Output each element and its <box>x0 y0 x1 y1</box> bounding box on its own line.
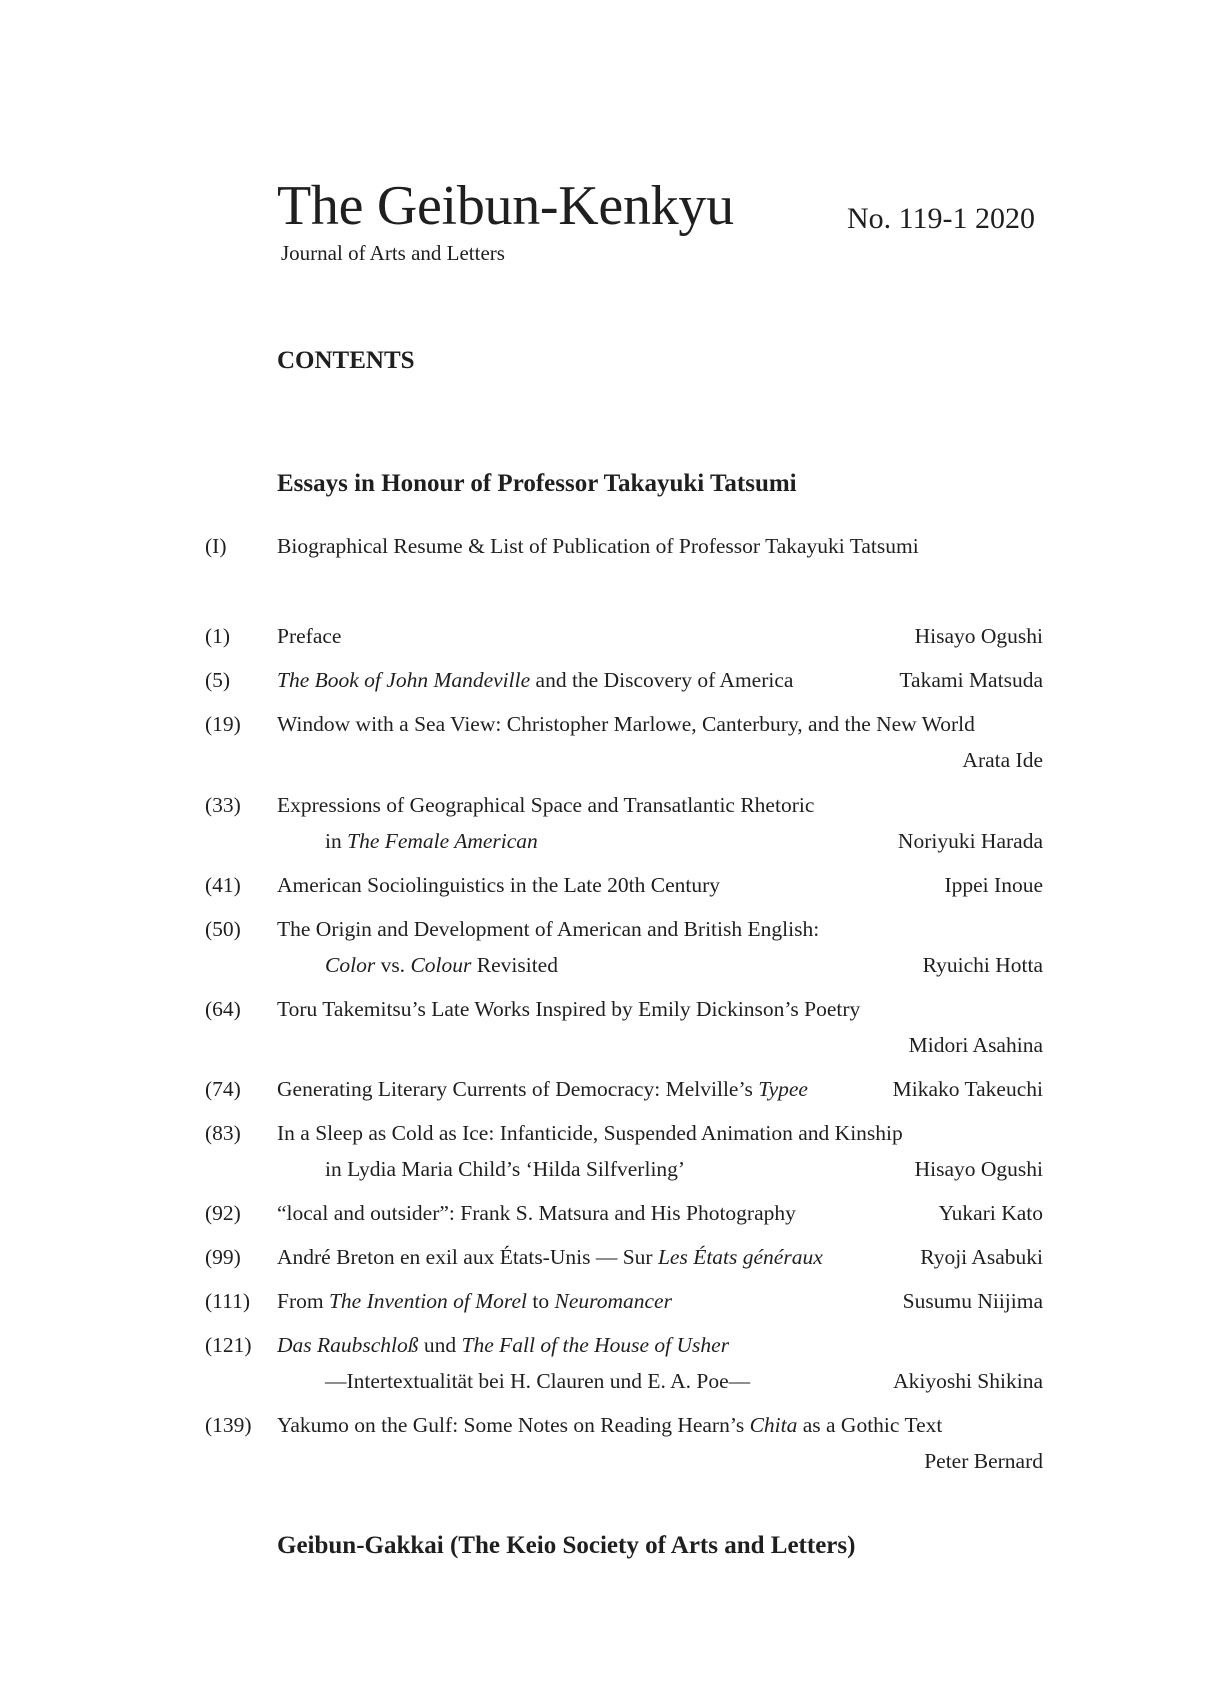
entry-title <box>277 1242 823 1272</box>
toc-entry-sleep-as-cold-line2 <box>0 1154 1213 1184</box>
toc-entry-raubschloss[interactable] <box>0 1330 1213 1360</box>
journal-title: The Geibun-Kenkyu <box>277 175 734 237</box>
entry-title-italic: Colour <box>410 953 472 977</box>
entry-title-post: Revisited <box>471 953 558 977</box>
entry-title-italic: Typee <box>758 1077 808 1101</box>
toc-entry-takemitsu[interactable] <box>0 994 1213 1024</box>
page-number: (83) <box>205 1121 241 1145</box>
entry-title-italic: Color <box>325 953 376 977</box>
entry-title-line2: in Lydia Maria Child’s ‘Hilda Silfverling’ <box>325 1157 686 1181</box>
entry-title: In a Sleep as Cold as Ice: Infanticide, Suspended Animation and Kinship <box>277 1121 903 1145</box>
page-number: (19) <box>205 712 241 736</box>
entry-title-italic: Chita <box>749 1413 798 1437</box>
entry-author: Arata Ide <box>962 748 1043 772</box>
entry-title-pre: in <box>325 829 348 853</box>
toc-entry-sociolinguistics[interactable] <box>0 870 1213 900</box>
entry-title-line2 <box>325 826 538 856</box>
page-number: (1) <box>205 624 231 648</box>
entry-author: Takami Matsuda <box>899 668 1043 692</box>
entry-author: Yukari Kato <box>938 1201 1043 1225</box>
entry-title-mid: to <box>527 1289 555 1313</box>
entry-title-italic: The Female American <box>347 829 538 853</box>
entry-author: Peter Bernard <box>924 1449 1043 1473</box>
society-footer: Geibun-Gakkai (The Keio Society of Arts and Letters) <box>277 1532 856 1559</box>
entry-title-rest: and the Discovery of America <box>530 668 794 692</box>
entry-author: Hisayo Ogushi <box>914 624 1043 648</box>
entry-title <box>277 1074 808 1104</box>
entry-title-italic: Les États généraux <box>657 1245 823 1269</box>
toc-entry-morel[interactable] <box>0 1286 1213 1316</box>
entry-title-pre: From <box>277 1289 329 1313</box>
entry-title-italic: The Invention of Morel <box>328 1289 528 1313</box>
entry-title: The Origin and Development of American and British English: <box>277 917 820 941</box>
toc-entry-yakumo[interactable] <box>0 1410 1213 1440</box>
entry-title <box>277 1410 942 1440</box>
page-number: (33) <box>205 793 241 817</box>
entry-author: Noriyuki Harada <box>897 829 1043 853</box>
toc-entry-english-line2 <box>0 950 1213 980</box>
entry-title-mid: und <box>418 1333 462 1357</box>
entry-title: American Sociolinguistics in the Late 20th Century <box>277 873 721 897</box>
entry-author: Susumu Niijima <box>902 1289 1043 1313</box>
entry-author: Mikako Takeuchi <box>892 1077 1043 1101</box>
toc-entry-breton[interactable] <box>0 1242 1213 1272</box>
entry-title-pre: Generating Literary Currents of Democracy: Melville’s <box>277 1077 759 1101</box>
entry-title-italic: The Fall of the House of Usher <box>461 1333 730 1357</box>
entry-author: Ryoji Asabuki <box>920 1245 1043 1269</box>
page-number: (74) <box>205 1077 241 1101</box>
toc-entry-mandeville[interactable] <box>0 665 1213 695</box>
entry-title: Window with a Sea View: Christopher Marlowe, Canterbury, and the New World <box>277 712 975 736</box>
entry-title-italic: The Book of John Mandeville <box>277 668 531 692</box>
entry-title-line2: —Intertextualität bei H. Clauren und E. A. Poe— <box>325 1369 751 1393</box>
toc-entry-english[interactable] <box>0 914 1213 944</box>
toc-resume[interactable] <box>0 531 1213 561</box>
entry-title-post: as a Gothic Text <box>797 1413 943 1437</box>
page-number: (50) <box>205 917 241 941</box>
toc-entry-preface[interactable] <box>0 621 1213 651</box>
entry-title: Preface <box>277 624 342 648</box>
entry-author: Akiyoshi Shikina <box>893 1369 1043 1393</box>
entry-title: “local and outsider”: Frank S. Matsura and His Photography <box>277 1201 796 1225</box>
entry-title <box>277 1330 729 1360</box>
section-heading: Essays in Honour of Professor Takayuki Tatsumi <box>277 470 797 497</box>
page-number: (139) <box>205 1413 252 1437</box>
entry-title <box>277 665 793 695</box>
entry-title-mid: vs. <box>375 953 411 977</box>
entry-author: Ryuichi Hotta <box>922 953 1043 977</box>
issue-number: No. 119-1 2020 <box>847 202 1036 235</box>
entry-title <box>277 1286 672 1316</box>
page-number: (99) <box>205 1245 241 1269</box>
toc-entry-sea-view[interactable] <box>0 709 1213 739</box>
toc-entry-sea-view-author-line <box>0 745 1213 775</box>
entry-author: Midori Asahina <box>908 1033 1043 1057</box>
page-number: (111) <box>205 1289 250 1313</box>
journal-subtitle: Journal of Arts and Letters <box>281 241 505 265</box>
toc-entry-takemitsu-author-line <box>0 1030 1213 1060</box>
entry-title: Expressions of Geographical Space and Transatlantic Rhetoric <box>277 793 815 817</box>
page-number: (41) <box>205 873 241 897</box>
entry-author: Hisayo Ogushi <box>914 1157 1043 1181</box>
entry-title-italic: Das Raubschloß <box>277 1333 419 1357</box>
entry-author: Ippei Inoue <box>944 873 1043 897</box>
toc-entry-sleep-as-cold[interactable] <box>0 1118 1213 1148</box>
entry-title: Biographical Resume & List of Publication of Professor Takayuki Tatsumi <box>277 534 919 558</box>
toc-entry-geographical-space-line2 <box>0 826 1213 856</box>
page-number: (5) <box>205 668 231 692</box>
entry-title-pre: André Breton en exil aux États-Unis — Sur <box>277 1245 658 1269</box>
toc-entry-local-outsider[interactable] <box>0 1198 1213 1228</box>
entry-title-line2 <box>325 950 558 980</box>
page-number: (64) <box>205 997 241 1021</box>
entry-title-italic: Neuromancer <box>554 1289 672 1313</box>
entry-title-pre: Yakumo on the Gulf: Some Notes on Reading Hearn’s <box>277 1413 750 1437</box>
page-number: (I) <box>205 534 227 558</box>
page-number: (92) <box>205 1201 241 1225</box>
entry-title: Toru Takemitsu’s Late Works Inspired by Emily Dickinson’s Poetry <box>277 997 861 1021</box>
page-number: (121) <box>205 1333 252 1357</box>
toc-entry-democracy[interactable] <box>0 1074 1213 1104</box>
toc-entry-geographical-space[interactable] <box>0 790 1213 820</box>
toc-entry-yakumo-author-line <box>0 1446 1213 1476</box>
toc-entry-raubschloss-line2 <box>0 1366 1213 1396</box>
contents-heading: CONTENTS <box>277 347 415 374</box>
